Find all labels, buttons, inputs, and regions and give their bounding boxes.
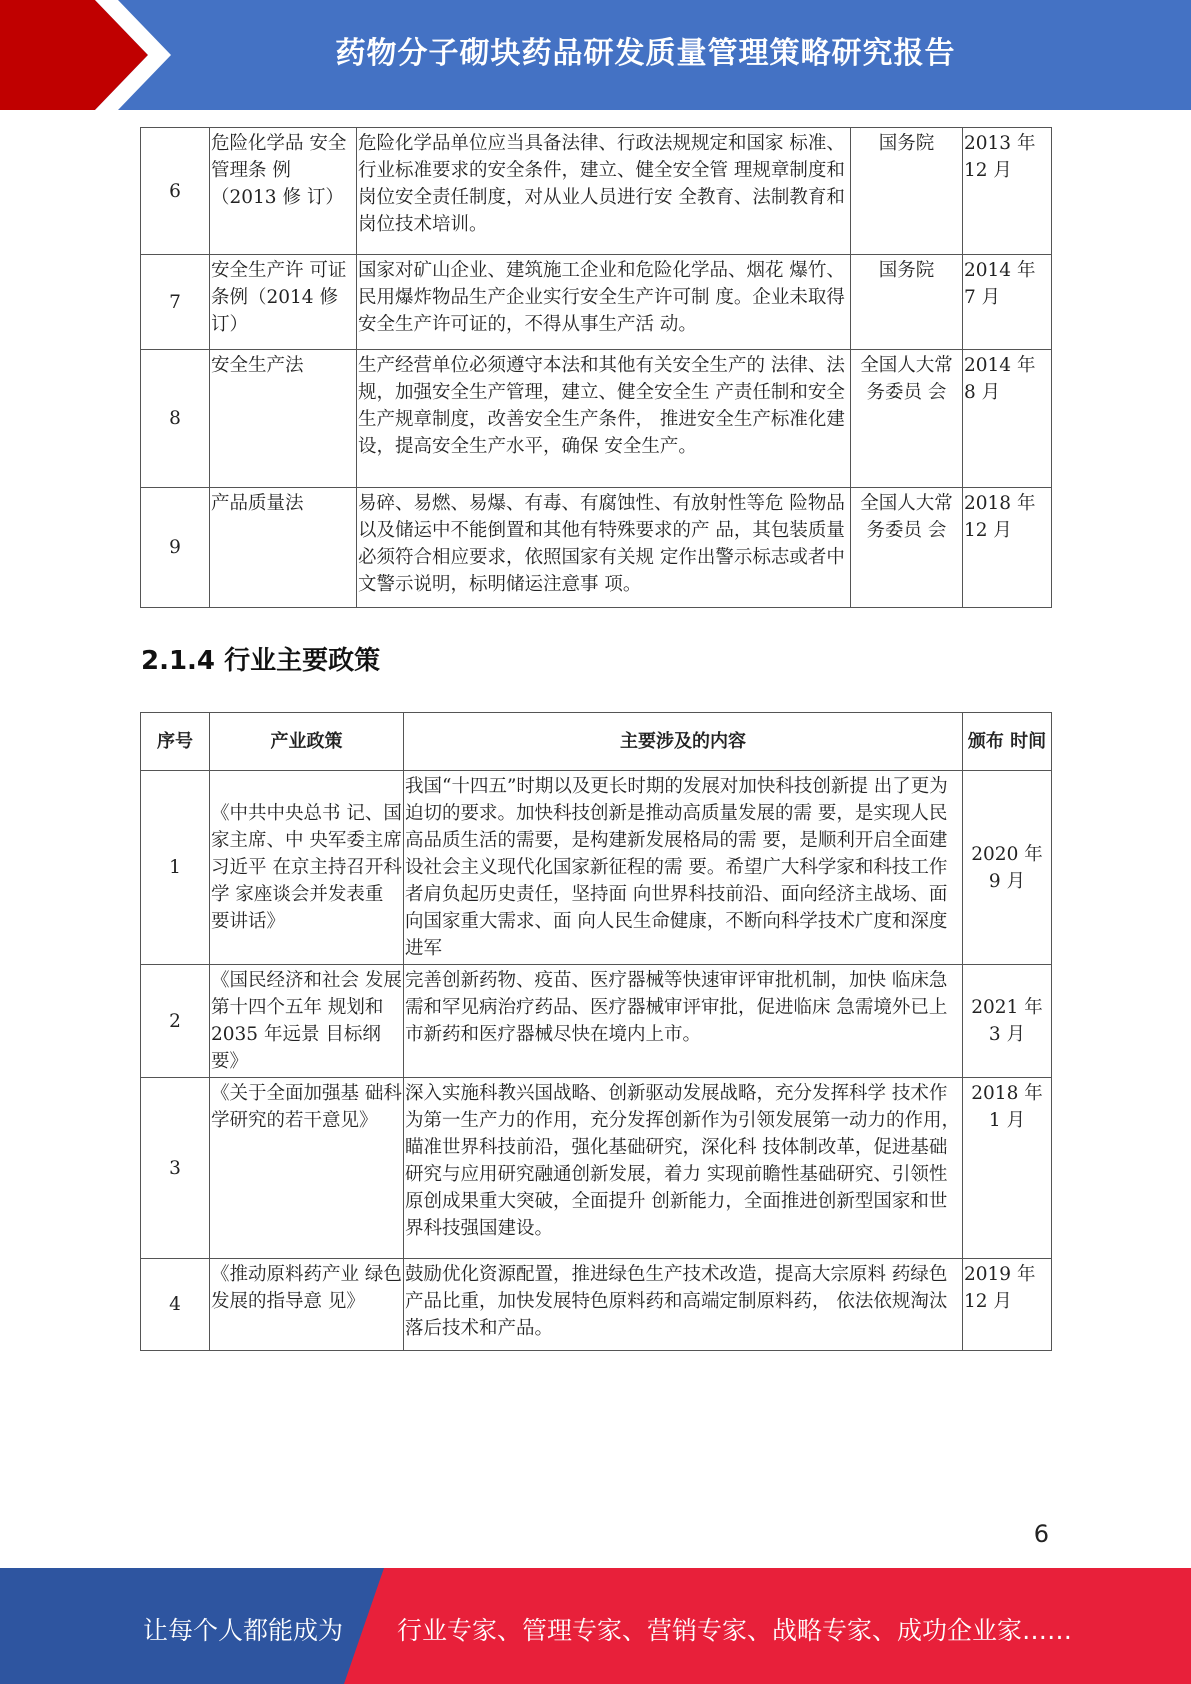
table-row (141, 255, 1052, 350)
regulation-content: 国家对矿山企业、建筑施工企业和危险化学品、烟花 爆竹、民用爆炸物品生产企业实行安全生产许可制 度。企业未取得安全生产许可证的，不得从事生产活 动。 (357, 255, 851, 350)
table-row (141, 128, 1052, 255)
table-row (141, 1078, 1052, 1259)
footer-slogan-right: 行业专家、管理专家、营销专家、战略专家、成功企业家…… (397, 1616, 1073, 1645)
policy-content: 鼓励优化资源配置，推进绿色生产技术改造，提高大宗原料 药绿色产品比重，加快发展特色原料药和高端定制原料药， 依法依规淘汰落后技术和产品。 (404, 1259, 963, 1351)
report-title: 药物分子砌块药品研发质量管理策略研究报告 (335, 36, 956, 71)
row-number: 1 (141, 771, 210, 965)
column-header-content: 主要涉及的内容 (404, 713, 963, 771)
policy-name: 《国民经济和社会 发展第十四个五年 规划和 2035 年远景 目标纲要》 (210, 965, 404, 1078)
issuing-authority: 全国人大常务委员 会 (851, 350, 963, 488)
regulation-name: 安全生产许 可证条例（2014 修订） (210, 255, 357, 350)
regulation-content: 易碎、易燃、易爆、有毒、有腐蚀性、有放射性等危 险物品以及储运中不能倒置和其他有特殊要求的产 品，其包装质量必须符合相应要求，依照国家有关规 定作出警示标志或者中文警示说明，标明储运注意事 项。 (357, 488, 851, 608)
column-header-number: 序号 (141, 713, 210, 771)
footer-slogan-left: 让每个人都能成为 (143, 1616, 344, 1645)
table-row (141, 965, 1052, 1078)
issue-date: 2014 年 7 月 (963, 255, 1052, 350)
page-number: 6 (1033, 1520, 1049, 1548)
row-number: 7 (141, 255, 210, 350)
page-footer (0, 1568, 1191, 1684)
page-header (0, 0, 1191, 110)
regulation-name: 安全生产法 (210, 350, 357, 488)
policies-table (140, 712, 1052, 1351)
issuing-authority: 国务院 (851, 255, 963, 350)
policy-content: 我国“十四五”时期以及更长时期的发展对加快科技创新提 出了更为迫切的要求。加快科技创新是推动高质量发展的需 要，是实现人民高品质生活的需要，是构建新发展格局的需 要，是顺利开启全面建设社会主义现代化国家新征程的需 要。希望广大科学家和科技工作者肩负起历史责任，坚持面 向世界科技前沿、面向经济主战场、面向国家重大需求、面 向人民生命健康，不断向科学技术广度和深度进军 (404, 771, 963, 965)
row-number: 8 (141, 350, 210, 488)
issue-date: 2019 年 12 月 (963, 1259, 1052, 1351)
regulation-name: 危险化学品 安全管理条 例（2013 修 订） (210, 128, 357, 255)
policy-name: 《关于全面加强基 础科学研究的若干意见》 (210, 1078, 404, 1259)
row-number: 9 (141, 488, 210, 608)
policy-content: 深入实施科教兴国战略、创新驱动发展战略，充分发挥科学 技术作为第一生产力的作用，充分发挥创新作为引领发展第一动力的作用，瞄准世界科技前沿，强化基础研究，深化科 技体制改革，促进基础研究与应用研究融通创新发展，着力 实现前瞻性基础研究、引领性原创成果重大突破，全面提升 创新能力，全面推进创新型国家和世界科技强国建设。 (404, 1078, 963, 1259)
row-number: 2 (141, 965, 210, 1078)
issuing-authority: 全国人大常务委员 会 (851, 488, 963, 608)
row-number: 3 (141, 1078, 210, 1259)
row-number: 6 (141, 128, 210, 255)
policy-content: 完善创新药物、疫苗、医疗器械等快速审评审批机制，加快 临床急需和罕见病治疗药品、医疗器械审评审批，促进临床 急需境外已上市新药和医疗器械尽快在境内上市。 (404, 965, 963, 1078)
column-header-policy: 产业政策 (210, 713, 404, 771)
regulations-table (140, 127, 1052, 608)
policy-name: 《中共中央总书 记、国家主席、中 央军委主席习近平 在京主持召开科学 家座谈会并发表重 要讲话》 (210, 771, 404, 965)
column-header-date: 颁布 时间 (963, 713, 1052, 771)
issue-date: 2021 年 3 月 (963, 965, 1052, 1078)
issue-date: 2014 年 8 月 (963, 350, 1052, 488)
issuing-authority: 国务院 (851, 128, 963, 255)
issue-date: 2018 年 12 月 (963, 488, 1052, 608)
regulation-content: 生产经营单位必须遵守本法和其他有关安全生产的 法律、法规，加强安全生产管理，建立、健全安全生 产责任制和安全生产规章制度，改善安全生产条件， 推进安全生产标准化建设，提高安全生产水平，确保 安全生产。 (357, 350, 851, 488)
table-row (141, 1259, 1052, 1351)
policy-name: 《推动原料药产业 绿色发展的指导意 见》 (210, 1259, 404, 1351)
regulation-content: 危险化学品单位应当具备法律、行政法规规定和国家 标准、行业标准要求的安全条件，建立、健全安全管 理规章制度和岗位安全责任制度，对从业人员进行安 全教育、法制教育和岗位技术培训。 (357, 128, 851, 255)
issue-date: 2013 年 12 月 (963, 128, 1052, 255)
table-row (141, 488, 1052, 608)
regulation-name: 产品质量法 (210, 488, 357, 608)
table-row (141, 350, 1052, 488)
section-heading: 2.1.4 行业主要政策 (141, 646, 381, 676)
row-number: 4 (141, 1259, 210, 1351)
table-row (141, 771, 1052, 965)
header-chevron-graphic (0, 0, 200, 110)
table-header-row (141, 713, 1052, 771)
issue-date: 2020 年 9 月 (963, 771, 1052, 965)
issue-date: 2018 年 1 月 (963, 1078, 1052, 1259)
